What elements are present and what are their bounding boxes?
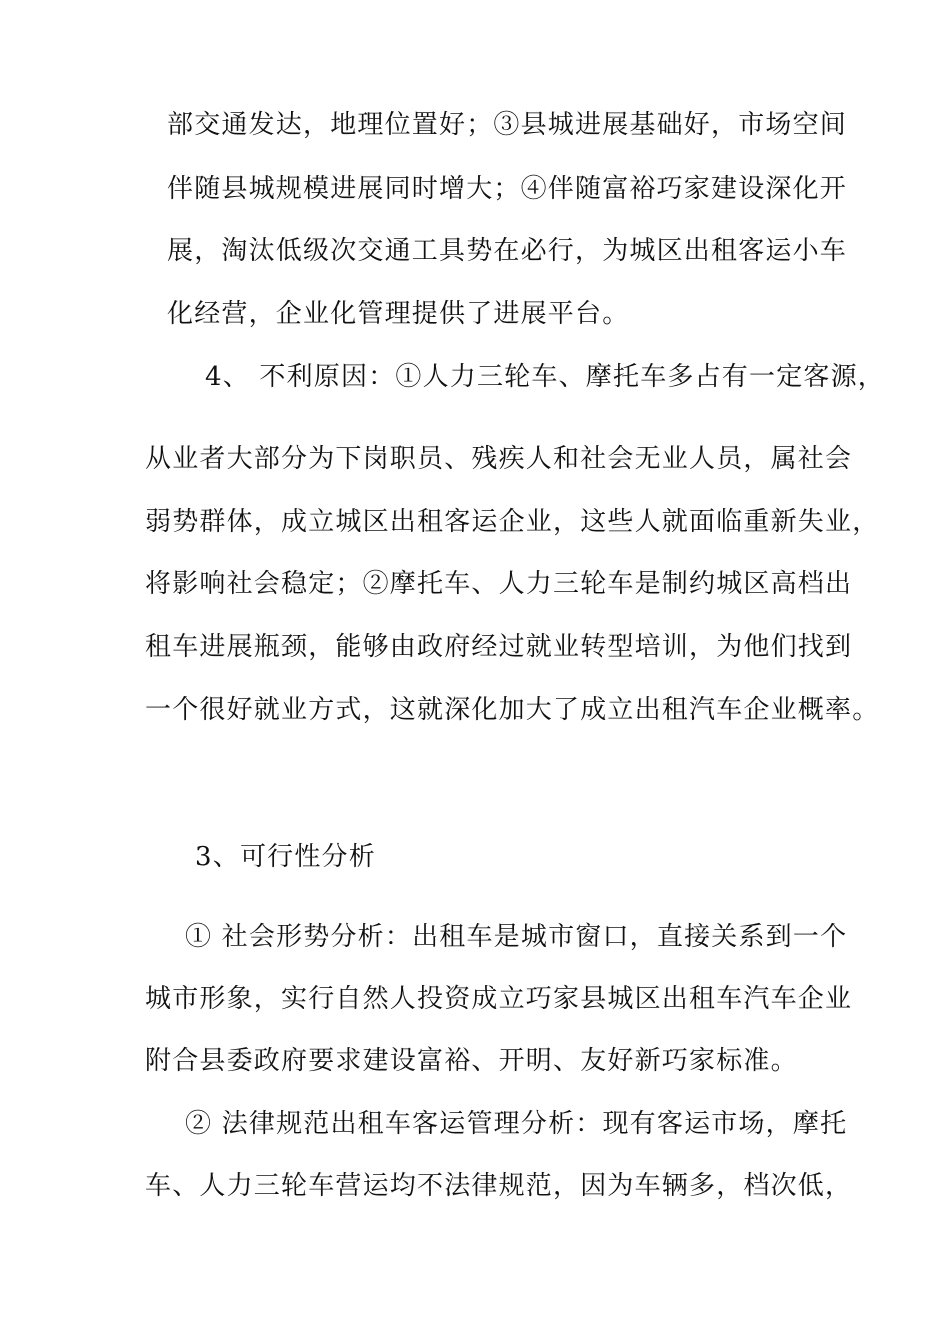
paragraph-line: ① 社会形势分析：出租车是城市窗口，直接关系到一个 <box>185 922 848 952</box>
section-heading: 3、可行性分析 <box>195 842 376 872</box>
paragraph-line: 伴随县城规模进展同时增大；④伴随富裕巧家建设深化开 <box>167 174 848 204</box>
paragraph-line: 展，淘汰低级次交通工具势在必行，为城区出租客运小车 <box>167 236 848 266</box>
paragraph-line: ② 法律规范出租车客运管理分析：现有客运市场，摩托 <box>185 1109 848 1139</box>
list-item-heading: 4、 不利原因：①人力三轮车、摩托车多占有一定客源， <box>205 362 886 392</box>
paragraph-line: 一个很好就业方式，这就深化加大了成立出租汽车企业概率。 <box>145 695 880 725</box>
paragraph-line: 租车进展瓶颈，能够由政府经过就业转型培训，为他们找到 <box>145 632 853 662</box>
paragraph-line: 从业者大部分为下岗职员、残疾人和社会无业人员，属社会 <box>145 444 853 474</box>
paragraph-line: 车、人力三轮车营运均不法律规范，因为车辆多，档次低， <box>145 1171 853 1201</box>
paragraph-line: 弱势群体，成立城区出租客运企业，这些人就面临重新失业， <box>145 507 880 537</box>
paragraph-line: 附合县委政府要求建设富裕、开明、友好新巧家标准。 <box>145 1046 798 1076</box>
paragraph-line: 部交通发达，地理位置好；③县城进展基础好，市场空间 <box>167 110 848 140</box>
paragraph-line: 城市形象，实行自然人投资成立巧家县城区出租车汽车企业 <box>145 984 853 1014</box>
paragraph-line: 将影响社会稳定；②摩托车、人力三轮车是制约城区高档出 <box>145 569 853 599</box>
paragraph-line: 化经营，企业化管理提供了进展平台。 <box>167 299 630 329</box>
